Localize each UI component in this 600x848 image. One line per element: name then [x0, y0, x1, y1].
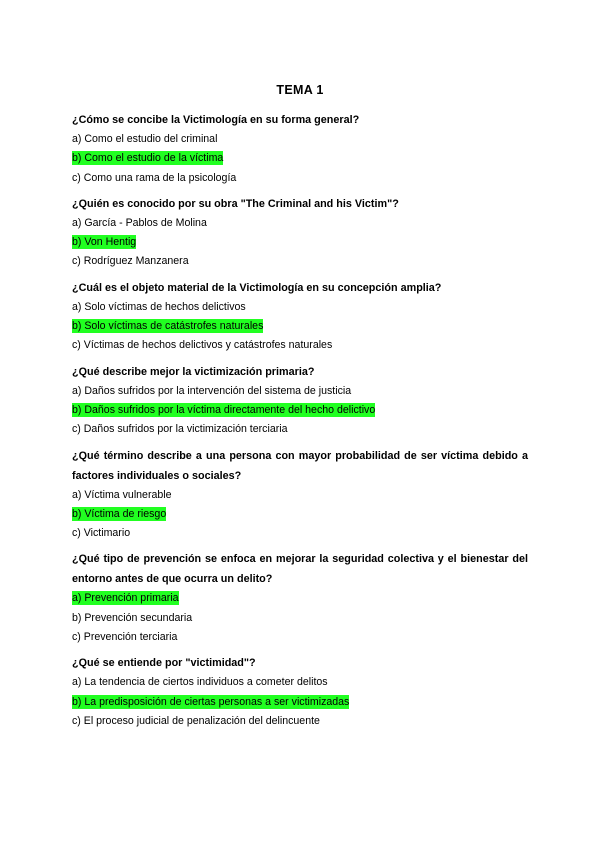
answer-option-correct	[72, 693, 528, 712]
question-block	[72, 446, 528, 544]
answer-option	[72, 130, 528, 149]
answer-option	[72, 169, 528, 188]
answer-option	[72, 336, 528, 355]
answer-option	[72, 609, 528, 628]
question-block	[72, 278, 528, 356]
answer-option	[72, 382, 528, 401]
answer-option-correct	[72, 401, 528, 420]
answer-option-text: c) Rodríguez Manzanera	[72, 255, 189, 268]
question-text: ¿Qué describe mejor la victimización primaria?	[72, 365, 315, 378]
answer-option	[72, 673, 528, 692]
answer-option-text: c) Prevención terciaria	[72, 631, 178, 644]
question-block	[72, 110, 528, 188]
question-block	[72, 362, 528, 440]
answer-option-correct	[72, 149, 528, 168]
answer-option-text: b) Prevención secundaria	[72, 611, 193, 624]
answer-option-text: b) Víctima de riesgo	[72, 507, 167, 520]
answer-option-text: b) Daños sufridos por la víctima directamente del hecho delictivo	[72, 403, 376, 416]
question-list	[72, 110, 528, 737]
answer-option	[72, 486, 528, 505]
answer-option-text: c) El proceso judicial de penalización del delincuente	[72, 714, 320, 727]
answer-option	[72, 298, 528, 317]
question-block	[72, 549, 528, 647]
answer-option-text: b) Von Hentig	[72, 236, 137, 249]
question-text: ¿Qué tipo de prevención se enfoca en mejorar la seguridad colectiva y el bienestar del entorno antes de que ocurra un delito?	[72, 553, 528, 586]
answer-option-text: b) Como el estudio de la víctima	[72, 152, 224, 165]
answer-option-text: b) La predisposición de ciertas personas a ser victimizadas	[72, 695, 350, 708]
question-block	[72, 194, 528, 272]
answer-option-correct	[72, 233, 528, 252]
answer-option-text: a) García - Pablos de Molina	[72, 216, 207, 229]
answer-option-text: a) Prevención primaria	[72, 592, 179, 605]
answer-option	[72, 420, 528, 439]
answer-option-text: c) Víctimas de hechos delictivos y catástrofes naturales	[72, 339, 333, 352]
answer-option	[72, 524, 528, 543]
answer-option-correct	[72, 317, 528, 336]
question-text: ¿Quién es conocido por su obra "The Criminal and his Victim"?	[72, 197, 399, 210]
answer-option-text: b) Solo víctimas de catástrofes naturales	[72, 320, 264, 333]
question-text: ¿Qué término describe a una persona con mayor probabilidad de ser víctima debido a factores individuales o sociales?	[72, 449, 528, 482]
answer-option-text: c) Victimario	[72, 527, 131, 540]
answer-option-text: a) Solo víctimas de hechos delictivos	[72, 300, 246, 313]
answer-option-text: c) Como una rama de la psicología	[72, 171, 237, 184]
answer-option-text: a) Víctima vulnerable	[72, 488, 172, 501]
answer-option-correct	[72, 505, 528, 524]
answer-option-text: a) La tendencia de ciertos individuos a cometer delitos	[72, 676, 328, 689]
answer-option	[72, 628, 528, 647]
question-text: ¿Qué se entiende por "victimidad"?	[72, 657, 256, 670]
answer-option	[72, 712, 528, 731]
page-title: TEMA 1	[276, 83, 324, 97]
answer-option-text: c) Daños sufridos por la victimización terciaria	[72, 423, 288, 436]
question-block	[72, 653, 528, 731]
answer-option-correct	[72, 589, 528, 608]
answer-option	[72, 252, 528, 271]
answer-option-text: a) Daños sufridos por la intervención del sistema de justicia	[72, 384, 352, 397]
question-text: ¿Cuál es el objeto material de la Victimología en su concepción amplia?	[72, 281, 442, 294]
question-text: ¿Cómo se concibe la Victimología en su forma general?	[72, 114, 360, 126]
answer-option	[72, 214, 528, 233]
answer-option-text: a) Como el estudio del criminal	[72, 133, 218, 145]
